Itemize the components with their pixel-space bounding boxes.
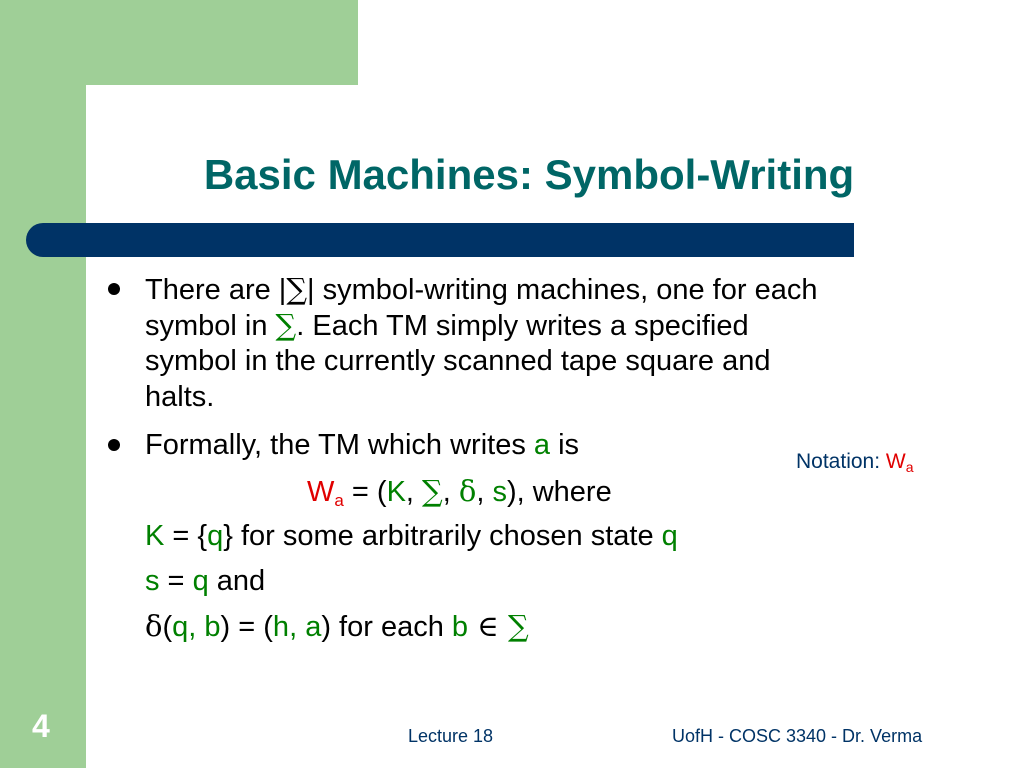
bullet-1-line-1: There are |∑| symbol-writing machines, one for each (145, 272, 818, 306)
sigma-symbol: ∑ (422, 474, 443, 508)
footer-lecture: Lecture 18 (408, 726, 494, 746)
k-definition: K = {q} for some arbitrarily chosen state q (145, 520, 678, 552)
slide-title: Basic Machines: Symbol-Writing (203, 151, 855, 198)
slide-number: 4 (32, 708, 50, 744)
delta-symbol: δ (145, 609, 163, 643)
footer-course: UofH - COSC 3340 - Dr. Verma (672, 726, 923, 746)
bullet-1-line-2: symbol in ∑. Each TM simply writes a specified (145, 308, 749, 342)
top-green-band (0, 0, 358, 85)
bullet-dot (108, 439, 120, 451)
s-definition: s = q and (145, 565, 266, 597)
notation-note: Notation: $W_a$ (796, 450, 914, 475)
sigma-symbol: ∑ (286, 272, 308, 306)
left-green-band (0, 0, 86, 768)
delta-symbol: δ (458, 474, 477, 508)
element-of-symbol: ∈ (468, 609, 508, 643)
title-underline-bar (26, 223, 854, 257)
bullet-1-line-4: halts. (145, 381, 215, 413)
bullet-2-line: Formally, the TM which writes a is (145, 429, 580, 461)
delta-definition: δ(q, b) = (h, a) for each b ∈ ∑ (145, 609, 529, 643)
bullet-1-line-3: symbol in the currently scanned tape square and (145, 345, 771, 377)
machine-formula: $W_a = (K$, ∑, δ, s), where (307, 474, 612, 510)
sigma-symbol: ∑ (507, 609, 529, 643)
sigma-symbol: ∑ (275, 308, 297, 342)
bullet-dot (108, 283, 120, 295)
